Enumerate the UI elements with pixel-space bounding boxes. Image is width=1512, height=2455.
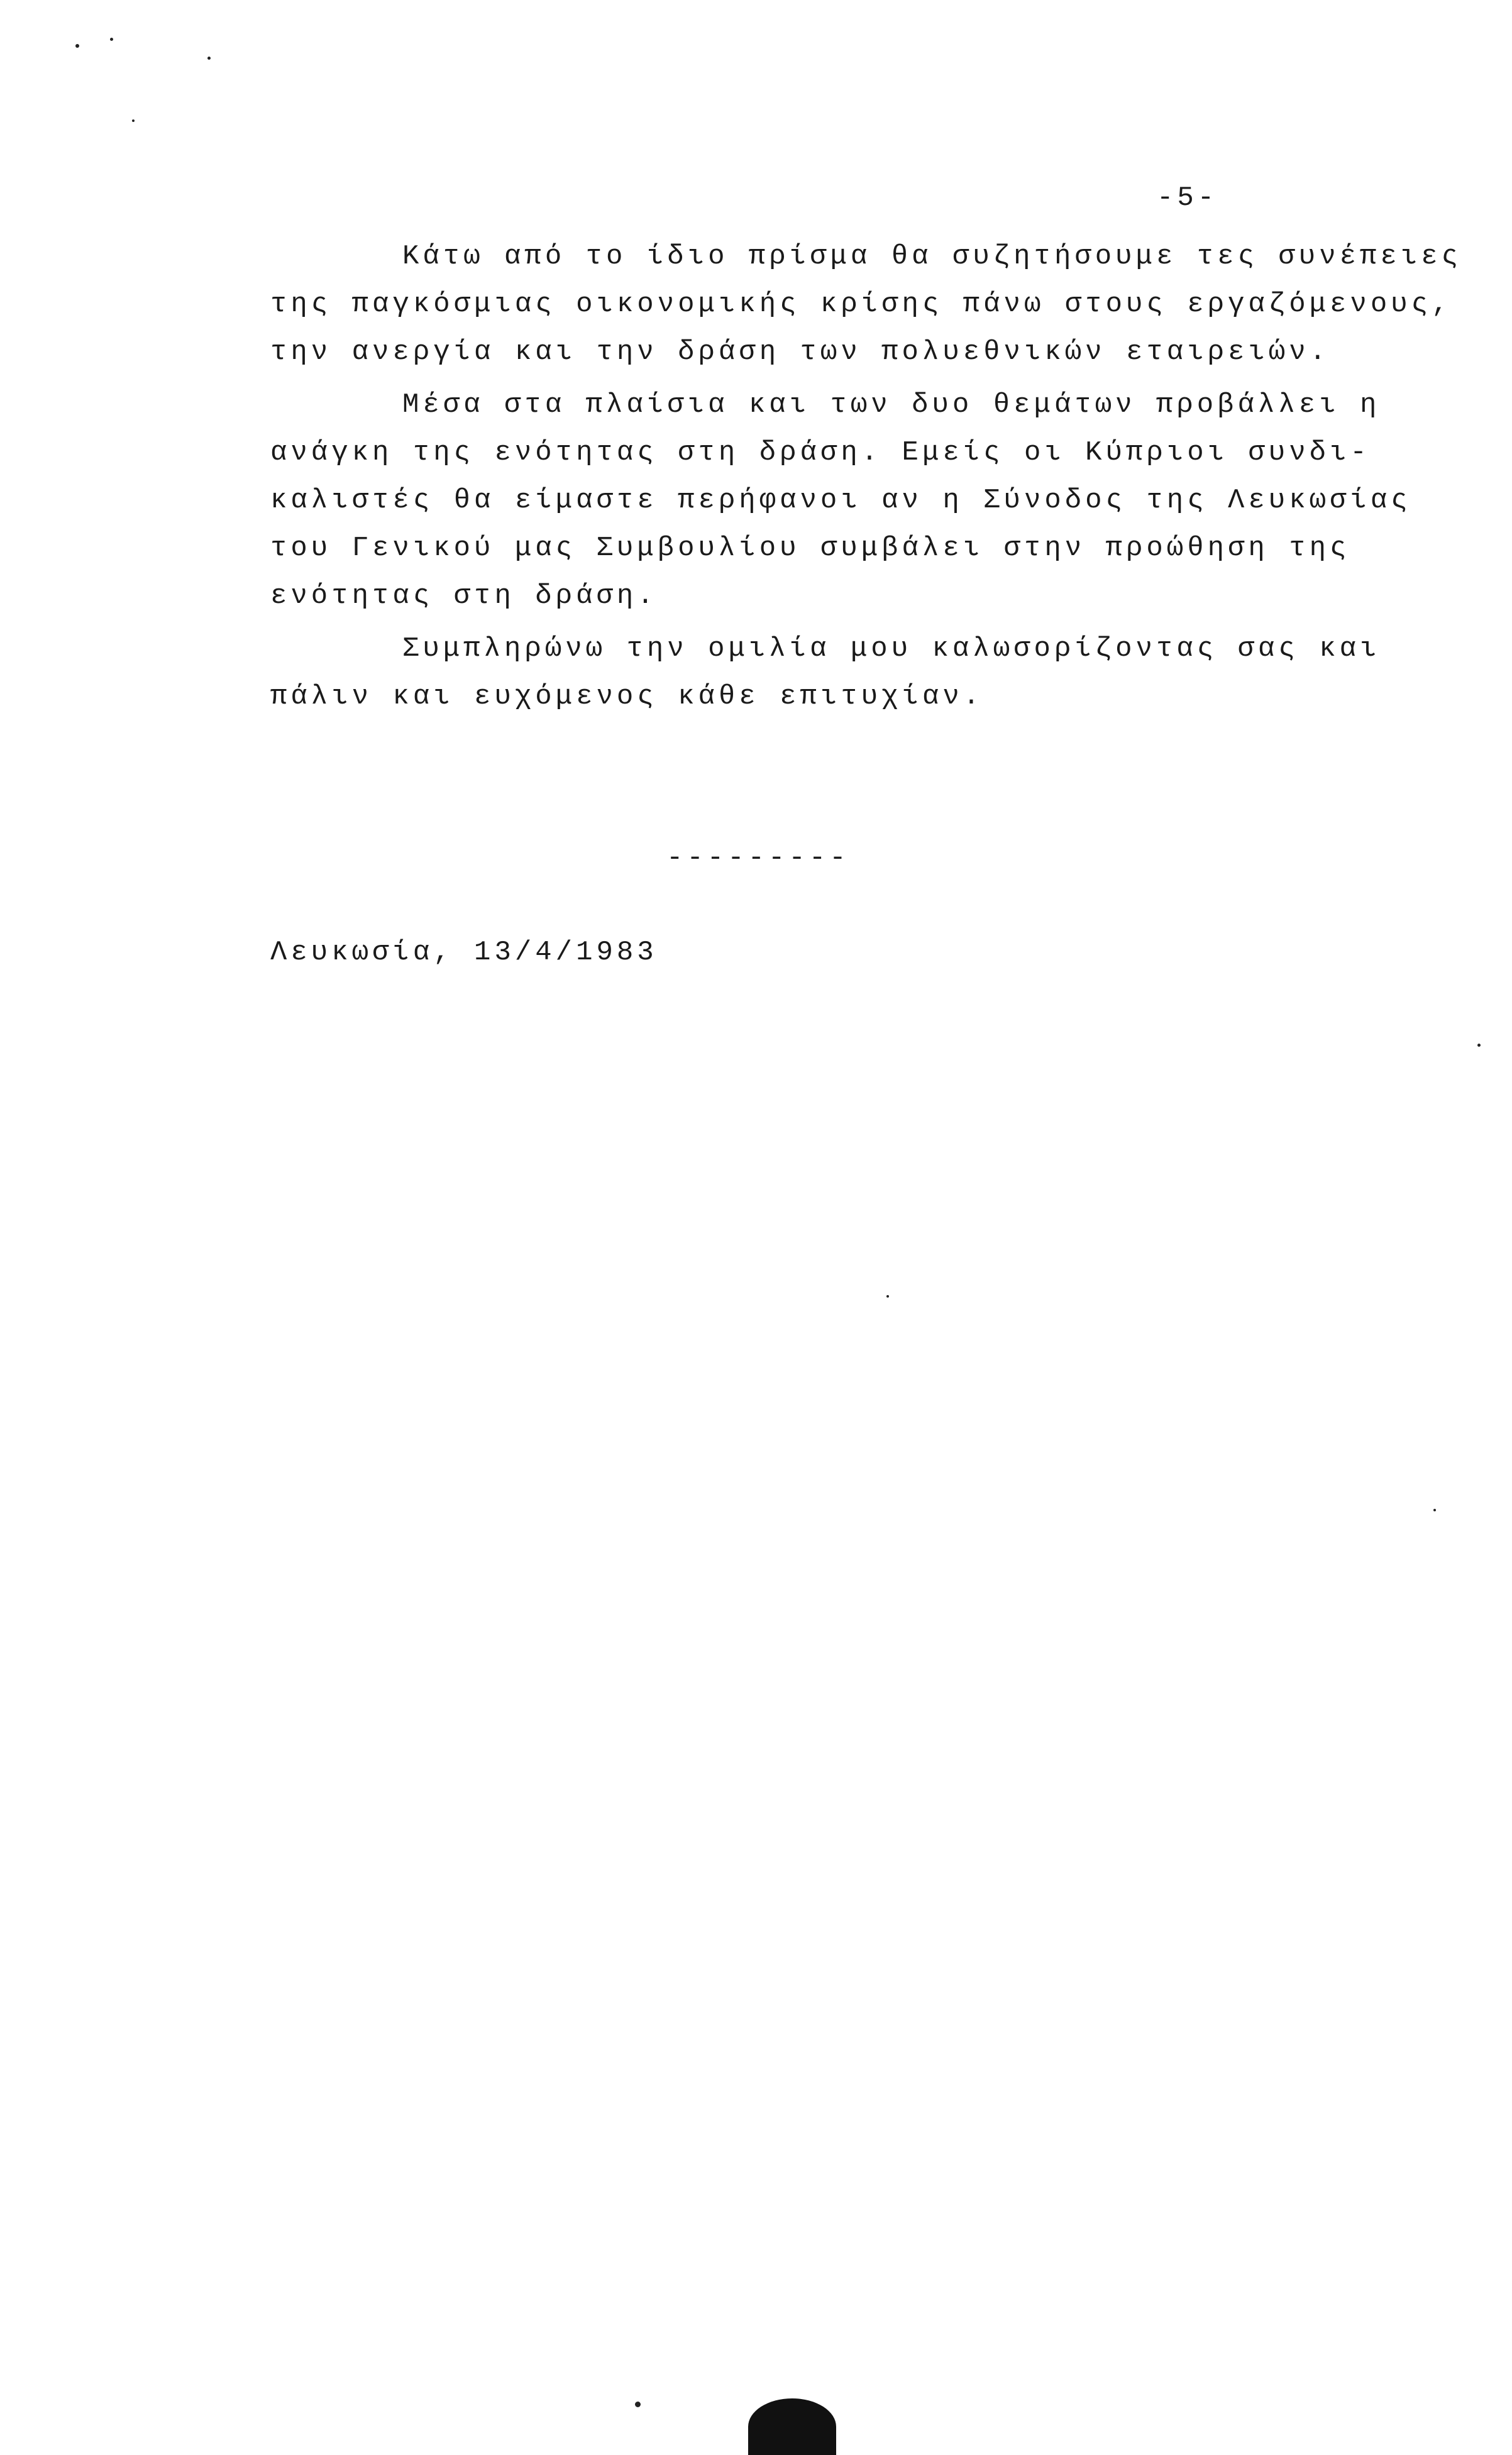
scan-speck (110, 38, 113, 41)
text-line: του Γενικού μας Συμβουλίου συμβάλει στην προώθηση της (270, 532, 1350, 564)
text-line: ανάγκη της ενότητας στη δράση. Εμείς οι Κύπριοι συνδι- (270, 437, 1371, 468)
paragraph-2 (270, 381, 1411, 620)
text-line: πάλιν και ευχόμενος κάθε επιτυχίαν. (270, 681, 984, 712)
text-line: Μέσα στα πλαίσια και των δυο θεμάτων προβάλλει η (402, 389, 1381, 421)
text-line: Συμπληρώνω την ομιλία μου καλωσορίζοντας σας και (402, 633, 1381, 665)
text-line: καλιστές θα είμαστε περήφανοι αν η Σύνοδος της Λευκωσίας (270, 485, 1411, 516)
scan-speck (1477, 1044, 1481, 1047)
scan-blot (748, 2398, 836, 2455)
body-text (270, 233, 1462, 720)
dateline: Λευκωσία, 13/4/1983 (270, 937, 658, 968)
text-line: την ανεργία και την δράση των πολυεθνικών εταιρειών. (270, 336, 1330, 368)
scan-speck (132, 119, 135, 122)
scan-speck (75, 44, 79, 48)
scan-speck (1433, 1509, 1436, 1511)
paragraph-3 (270, 625, 1396, 720)
scan-speck (207, 57, 211, 60)
text-line: της παγκόσμιας οικονομικής κρίσης πάνω στους εργαζόμενους, (270, 289, 1452, 320)
page-number: -5- (1157, 182, 1218, 214)
text-line: Κάτω από το ίδιο πρίσμα θα συζητήσουμε τες συνέπειες (402, 241, 1462, 272)
separator-line: --------- (666, 842, 850, 874)
scan-speck (635, 2402, 641, 2407)
scan-speck (886, 1295, 889, 1298)
text-line: ενότητας στη δράση. (270, 580, 658, 612)
paragraph-1 (270, 233, 1462, 376)
